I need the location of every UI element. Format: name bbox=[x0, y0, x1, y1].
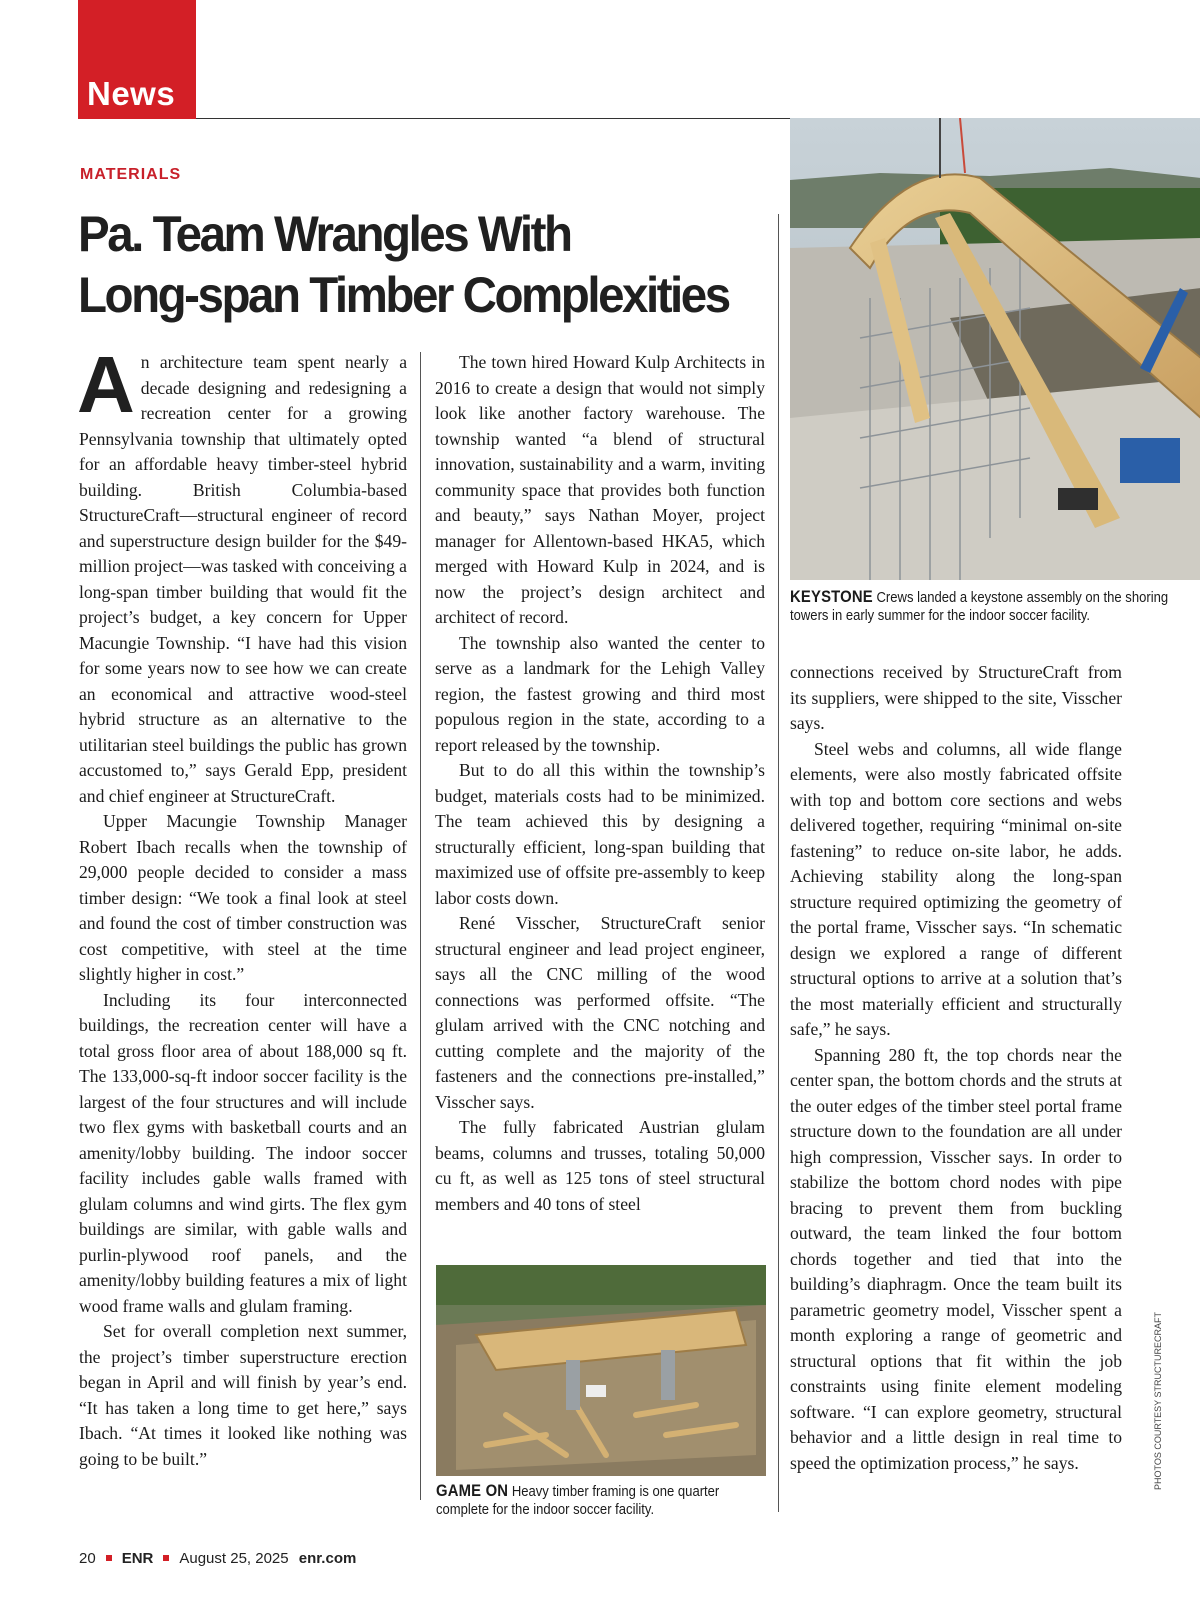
footer-site: enr.com bbox=[298, 1550, 357, 1567]
photo-credit: PHOTOS COURTESY STRUCTURECRAFT bbox=[1153, 1311, 1163, 1490]
caption-text: Heavy timber framing is one quarter complete for the indoor soccer facility. bbox=[436, 1484, 720, 1518]
keystone-caption bbox=[790, 588, 1186, 625]
caption-label: KEYSTONE bbox=[790, 588, 873, 606]
drop-cap: A bbox=[77, 340, 135, 429]
game-on-caption bbox=[436, 1482, 769, 1519]
game-on-photo bbox=[436, 1265, 766, 1476]
paragraph: The township also wanted the center to serve as a landmark for the Lehigh Valley region, the fastest growing and third most populous region in the state, according to a report released by the township. bbox=[435, 632, 765, 755]
article-column-3 bbox=[790, 660, 1122, 1476]
paragraph: Including its four interconnected buildings, the recreation center will have a total gross floor area of about 188,000 sq ft. The 133,000-sq-ft indoor soccer facility is the largest of the four structures and will include two flex gyms with basketball courts and an amenity/lobby building. The indoor soccer facility includes gable walls framed with glulam columns and wind girts. The flex gym buildings are similar, with gable walls and purlin-plywood roof panels, and the amenity/lobby building features a mix of light wood frame walls and glulam framing. bbox=[79, 989, 407, 1316]
paragraph: connections received by StructureCraft from its suppliers, were shipped to the site, Visscher says. bbox=[790, 662, 1122, 733]
paragraph: But to do all this within the township’s budget, materials costs had to be minimized. The team achieved this by designing a structurally efficient, long-span building that maximized use of offsite pre-assembly to keep labor costs down. bbox=[435, 760, 765, 908]
page-footer bbox=[79, 1550, 356, 1567]
caption-text: Crews landed a keystone assembly on the shoring towers in early summer for the indoor soccer facility. bbox=[790, 590, 1169, 624]
keystone-photo bbox=[790, 118, 1200, 580]
paragraph: The fully fabricated Austrian glulam beams, columns and trusses, totaling 50,000 cu ft, as well as 125 tons of steel structural members and 40 tons of steel bbox=[435, 1117, 765, 1214]
issue-date: August 25, 2025 bbox=[179, 1550, 289, 1567]
column-divider bbox=[420, 352, 421, 1500]
paragraph: Set for overall completion next summer, the project’s timber superstructure erection began in April and will finish by year’s end. “It has taken a long time to get here,” says Ibach. “At times it looked like nothing was going to be built.” bbox=[79, 1321, 407, 1469]
caption-label: GAME ON bbox=[436, 1482, 509, 1500]
paragraph: Steel webs and columns, all wide flange elements, were also mostly fabricated offsite with top and bottom core sections and webs delivered together, requiring “minimal on-site fastening” to reduce on-site labor, he adds. Achieving stability along the long-span structure required optimizing the geometry of the portal frame, Visscher says. “In schematic design we explored a range of different structural options to arrive at a solution that’s the most materially efficient and structurally safe,” he says. bbox=[790, 738, 1122, 1039]
article-headline bbox=[78, 204, 743, 326]
article-column-1 bbox=[77, 340, 407, 1472]
article-column-2 bbox=[435, 350, 765, 1217]
bullet-square-icon bbox=[106, 1555, 112, 1561]
page-number: 20 bbox=[79, 1550, 96, 1567]
article-kicker: MATERIALS bbox=[80, 166, 182, 183]
bullet-square-icon bbox=[163, 1555, 169, 1561]
headline-line-1: Pa. Team Wrangles With bbox=[78, 206, 571, 262]
paragraph: Spanning 280 ft, the top chords near the center span, the bottom chords and the struts at the outer edges of the timber steel portal frame structure down to the foundation are all under high compression, Visscher says. In order to stabilize the bottom chord nodes with pipe bracing to prevent them from buckling outward, the team linked the four bottom chords together and tied that into the building’s diaphragm. Once the team built its parametric geometry model, Visscher spent a month exploring a range of geometric and structural options that fit within the job constraints using finite element modeling software. “I can explore geometry, structural behavior and a little design in real time to speed the optimization process,” he says. bbox=[790, 1044, 1122, 1473]
paragraph: René Visscher, StructureCraft senior structural engineer and lead project engineer, says all the CNC milling of the wood connections was performed offsite. “The glulam arrived with the CNC notching and cutting complete and the majority of the fasteners and the connections pre-installed,” Visscher says. bbox=[435, 913, 765, 1112]
paragraph: The town hired Howard Kulp Architects in 2016 to create a design that would not simply look like another factory warehouse. The township wanted “a blend of structural innovation, sustainability and a warm, inviting community space that provides both function and beauty,” says Nathan Moyer, project manager for Allentown-based HKA5, which merged with Howard Kulp in 2024, and is now the project’s design architect and architect of record. bbox=[435, 352, 765, 627]
section-tab bbox=[78, 0, 196, 119]
paragraph: n architecture team spent nearly a decade designing and redesigning a recreation center for a growing Pennsylvania township that ultimately opted for an affordable heavy timber-steel hybrid building. British Columbia-based StructureCraft—structural engineer of record and superstructure design builder for the $49-million project—was tasked with conceiving a long-span timber building that would fit the project’s budget, a key concern for Upper Macungie Township. “I have had this vision for some years now to see how we can create an economical and attractive wood-steel hybrid structure as an alternative to the utilitarian steel buildings the public has grown accustomed to,” says Gerald Epp, president and chief engineer at StructureCraft. bbox=[79, 352, 407, 806]
footer-brand: ENR bbox=[121, 1550, 154, 1567]
paragraph: Upper Macungie Township Manager Robert Ibach recalls when the township of 29,000 people decided to consider a mass timber design: “We took a final look at steel and found the cost of timber construction was cost competitive, with steel at the time slightly higher in cost.” bbox=[79, 811, 407, 984]
section-label: News bbox=[87, 75, 176, 112]
column-divider bbox=[778, 214, 779, 1512]
headline-line-2: Long-span Timber Complexities bbox=[78, 267, 729, 323]
